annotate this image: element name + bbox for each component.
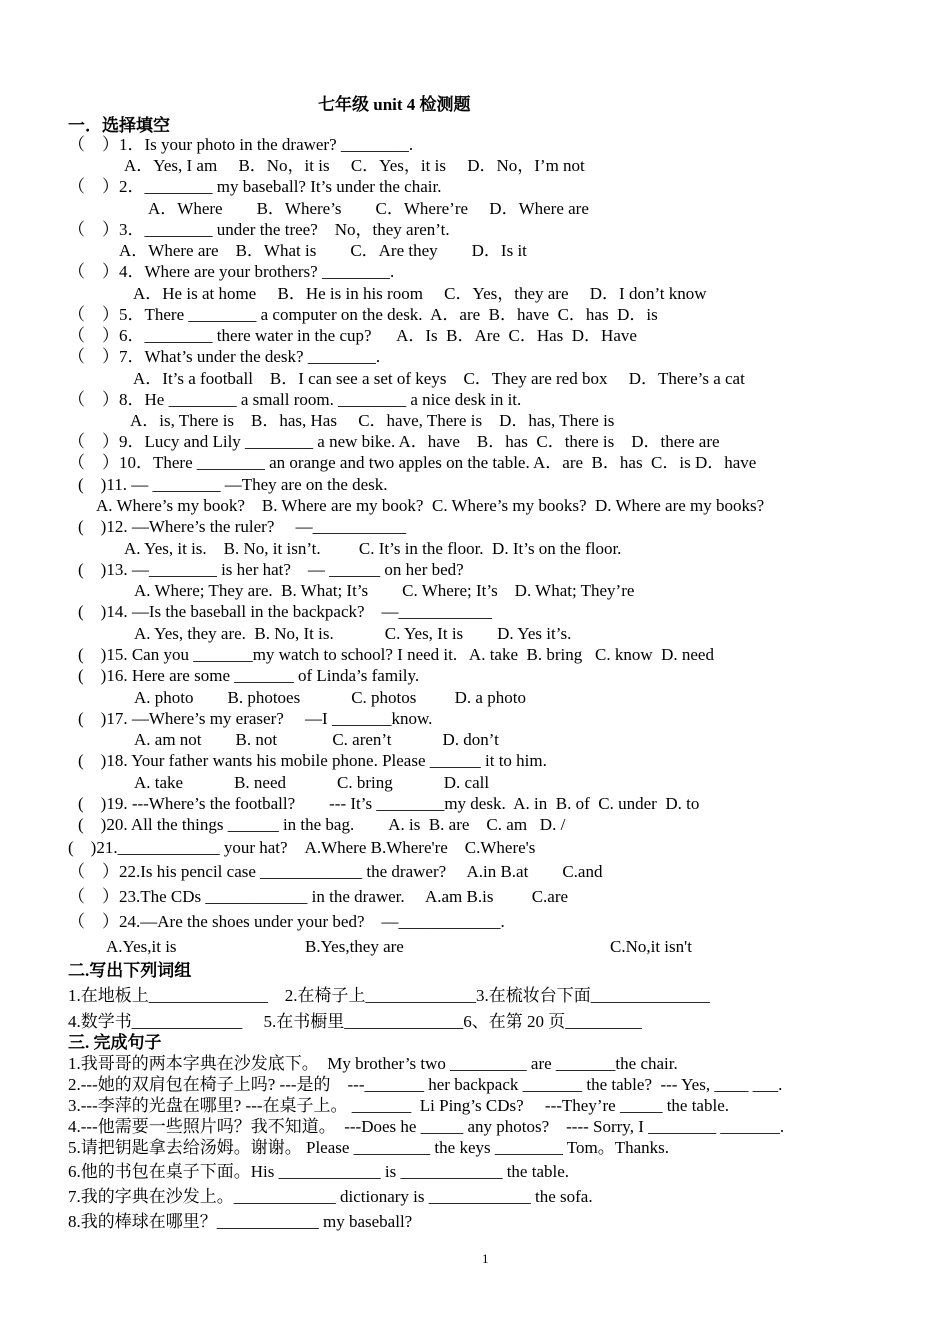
question-7-options: A．It’s a football B．I can see a set of keys C．They are red box D．There’s a cat xyxy=(133,369,745,388)
question-15: ( )15. Can you _______my watch to school? I need it. A. take B. bring C. know D. need xyxy=(78,645,714,664)
question-24-option-c: C.No,it isn't xyxy=(610,937,692,956)
page-title: 七年级 unit 4 检测题 xyxy=(318,95,471,114)
question-20: ( )20. All the things ______ in the bag. A. is B. are C. am D. / xyxy=(78,815,566,834)
question-19: ( )19. ---Where’s the football? --- It’s ________my desk. A. in B. of C. under D. to xyxy=(78,794,700,813)
question-22: （ ）22.Is his pencil case ____________ the drawer? A.in B.at C.and xyxy=(68,862,603,881)
question-4-options: A．He is at home B．He is in his room C．Yes，they are D．I don’t know xyxy=(133,284,707,303)
question-13-options: A. Where; They are. B. What; It’s C. Where; It’s D. What; They’re xyxy=(134,581,635,600)
sentence-6: 6.他的书包在桌子下面。His ____________ is ____________ the table. xyxy=(68,1162,570,1181)
question-23: （ ）23.The CDs ____________ in the drawer. A.am B.is C.are xyxy=(68,887,569,906)
sentence-2: 2.---她的双肩包在椅子上吗? ---是的 ---_______ her backpack _______ the table? --- Yes, ____ ___. xyxy=(68,1075,783,1094)
section-heading-1: 一．选择填空 xyxy=(68,116,170,135)
question-24-option-b: B.Yes,they are xyxy=(305,937,404,956)
sentence-1: 1.我哥哥的两本字典在沙发底下。 My brother’s two _________ are _______the chair. xyxy=(68,1054,678,1073)
sentence-8: 8.我的棒球在哪里？____________ my baseball? xyxy=(68,1212,413,1231)
question-8-options: A．is, There is B．has, Has C．have, There is D．has, There is xyxy=(130,411,615,430)
question-12-options: A. Yes, it is. B. No, it isn’t. C. It’s in the floor. D. It’s on the floor. xyxy=(124,539,622,558)
question-21: ( )21.____________ your hat? A.Where B.Where're C.Where's xyxy=(68,838,536,857)
question-10: （ ）10．There ________ an orange and two apples on the table. A．are B．has C．is D．have xyxy=(68,453,757,472)
question-14-options: A. Yes, they are. B. No, It is. C. Yes, It is D. Yes it’s. xyxy=(134,624,572,643)
question-24-option-a: A.Yes,it is xyxy=(106,937,177,956)
page-number: 1 xyxy=(482,1251,489,1266)
question-16-options: A. photo B. photoes C. photos D. a photo xyxy=(134,688,526,707)
question-1-options: A．Yes, I am B．No，it is C．Yes，it is D．No，I’m not xyxy=(124,156,585,175)
question-2: （ ）2．________ my baseball? It’s under the chair. xyxy=(68,177,442,196)
question-1: （ ）1．Is your photo in the drawer? ________. xyxy=(68,135,414,154)
section-heading-3: 三. 完成句子 xyxy=(68,1033,162,1052)
question-9: （ ）9．Lucy and Lily ________ a new bike. A．have B．has C．there is D．there are xyxy=(68,432,720,451)
question-16: ( )16. Here are some _______ of Linda’s family. xyxy=(78,666,420,685)
question-2-options: A．Where B．Where’s C．Where’re D．Where are xyxy=(148,199,589,218)
question-13: ( )13. —________ is her hat? — ______ on her bed? xyxy=(78,560,464,579)
sentence-3: 3.---李萍的光盘在哪里? ---在桌子上。 _______ Li Ping’s CDs? ---They’re _____ the table. xyxy=(68,1096,729,1115)
question-11-options: A. Where’s my book? B. Where are my book? C. Where’s my books? D. Where are my books? xyxy=(96,496,765,515)
question-8: （ ）8．He ________ a small room. ________ a nice desk in it. xyxy=(68,390,522,409)
question-17: ( )17. —Where’s my eraser? —I _______know. xyxy=(78,709,433,728)
question-3-options: A．Where are B．What is C．Are they D．Is it xyxy=(119,241,527,260)
question-5: （ ）5．There ________ a computer on the desk. A．are B．have C．has D．is xyxy=(68,305,658,324)
section-heading-2: 二.写出下列词组 xyxy=(68,961,192,980)
question-11: ( )11. — ________ —They are on the desk. xyxy=(78,475,388,494)
question-14: ( )14. —Is the baseball in the backpack? —___________ xyxy=(78,602,493,621)
question-12: ( )12. —Where’s the ruler? —___________ xyxy=(78,517,407,536)
sentence-4: 4.---他需要一些照片吗？我不知道。 ---Does he _____ any photos? ---- Sorry, I ________ _______. xyxy=(68,1117,785,1136)
question-24: （ ）24.—Are the shoes under your bed? —____________. xyxy=(68,912,505,931)
question-4: （ ）4．Where are your brothers? ________. xyxy=(68,262,395,281)
question-18: ( )18. Your father wants his mobile phone. Please ______ it to him. xyxy=(78,751,547,770)
question-7: （ ）7．What’s under the desk? ________. xyxy=(68,347,381,366)
phrase-row-2: 4.数学书_____________ 5.在书橱里______________6、在第 20 页_________ xyxy=(68,1012,642,1031)
sentence-5: 5.请把钥匙拿去给汤姆。谢谢。 Please _________ the keys ________ Tom。Thanks. xyxy=(68,1138,670,1157)
question-17-options: A. am not B. not C. aren’t D. don’t xyxy=(134,730,499,749)
question-18-options: A. take B. need C. bring D. call xyxy=(134,773,490,792)
question-3: （ ）3．________ under the tree? No，they aren’t. xyxy=(68,220,450,239)
sentence-7: 7.我的字典在沙发上。____________ dictionary is ____________ the sofa. xyxy=(68,1187,593,1206)
question-6: （ ）6．________ there water in the cup? A．Is B．Are C．Has D．Have xyxy=(68,326,637,345)
phrase-row-1: 1.在地板上______________ 2.在椅子上_____________3.在梳妆台下面______________ xyxy=(68,986,710,1005)
